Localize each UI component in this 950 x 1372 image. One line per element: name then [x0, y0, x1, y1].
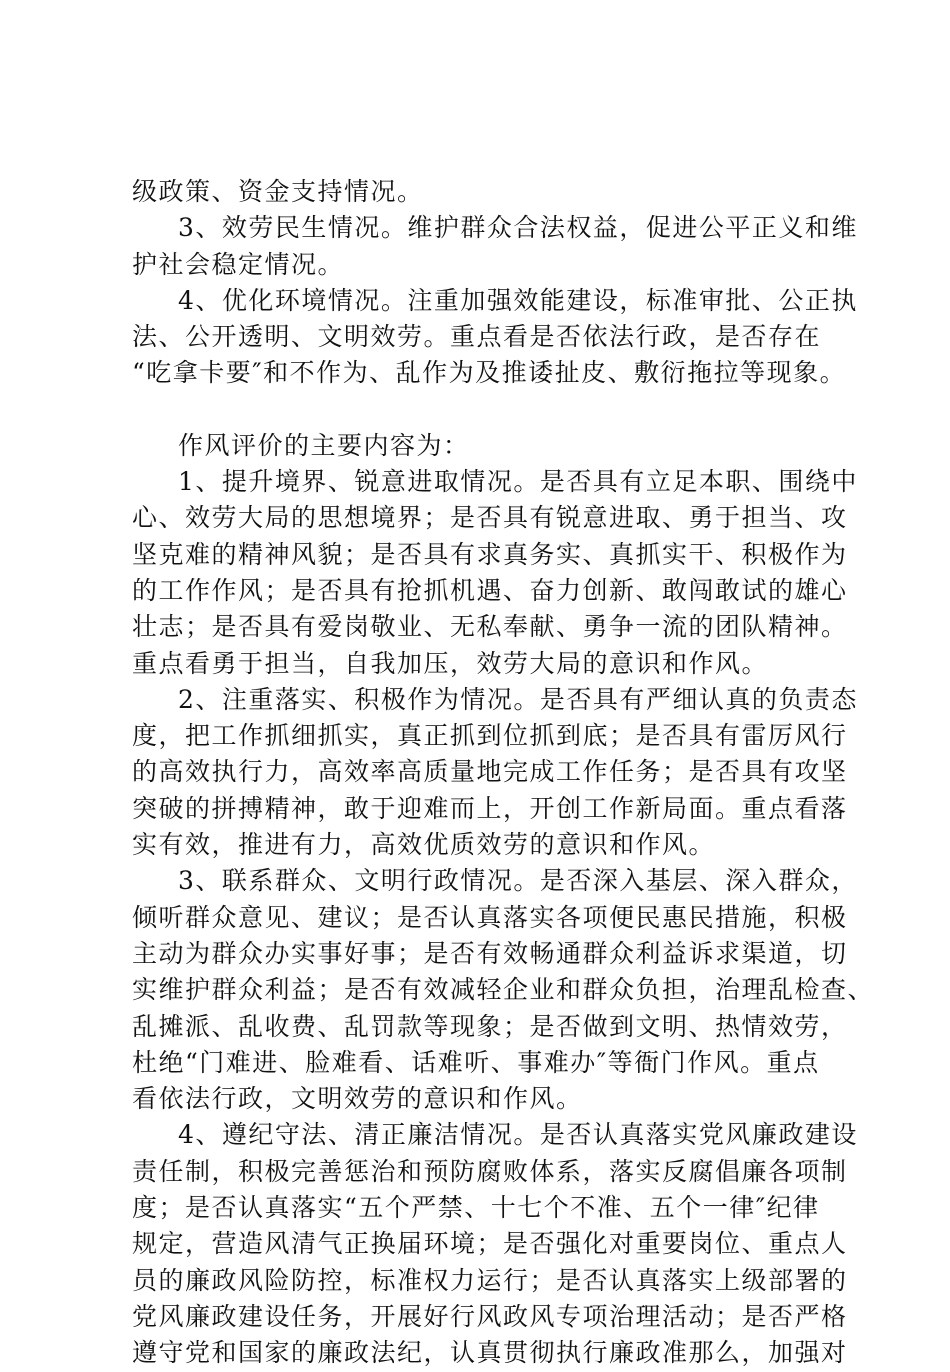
- text-line: 规定，营造风清气正换届环境；是否强化对重要岗位、重点人: [132, 1229, 848, 1259]
- text-line: 级政策、资金支持情况。: [132, 177, 424, 206]
- paragraph-style-1: [132, 464, 858, 682]
- paragraph-style-4: [132, 1117, 858, 1371]
- text-line: 1、提升境界、锐意进取情况。是否具有立足本职、围绕中: [178, 467, 858, 497]
- paragraph-gap: [132, 392, 852, 428]
- text-line: 倾听群众意见、建议；是否认真落实各项便民惠民措施，积极: [132, 902, 848, 932]
- paragraph-intro: [132, 428, 852, 464]
- text-line: 4、优化环境情况。注重加强效能建设，标准审批、公正执: [178, 285, 858, 315]
- text-line: 坚克难的精神风貌；是否具有求真务实、真抓实干、积极作为: [132, 539, 848, 569]
- text-line: 主动为群众办实事好事；是否有效畅通群众利益诉求渠道，切: [132, 938, 848, 968]
- text-line: 实有效，推进有力，高效优质效劳的意识和作风。: [132, 830, 716, 860]
- text-line: 遵守党和国家的廉政法纪，认真贯彻执行廉政准那么，加强对: [132, 1338, 848, 1368]
- text-line: 心、效劳大局的思想境界；是否具有锐意进取、勇于担当、攻: [132, 503, 848, 533]
- text-line: 看依法行政，文明效劳的意识和作风。: [132, 1084, 583, 1114]
- text-line: 杜绝“门难进、脸难看、话难听、事难办″等衙门作风。重点: [132, 1047, 820, 1077]
- text-line: 突破的拼搏精神，敢于迎难而上，开创工作新局面。重点看落: [132, 793, 848, 823]
- text-line: 的工作作风；是否具有抢抓机遇、奋力创新、敢闯敢试的雄心: [132, 575, 848, 605]
- text-line: 3、联系群众、文明行政情况。是否深入基层、深入群众，: [178, 866, 858, 896]
- text-line: 的高效执行力，高效率高质量地完成工作任务；是否具有攻坚: [132, 757, 848, 787]
- document-page: [132, 174, 875, 1372]
- text-line: 党风廉政建设任务，开展好行风政风专项治理活动；是否严格: [132, 1301, 848, 1331]
- text-line: 护社会稳定情况。: [132, 249, 345, 279]
- text-line: 法、公开透明、文明效劳。重点看是否依法行政，是否存在: [132, 322, 822, 352]
- paragraph-service-livelihood: [132, 210, 858, 283]
- text-line: 重点看勇于担当，自我加压，效劳大局的意识和作风。: [132, 648, 769, 678]
- text-line: 2、注重落实、积极作为情况。是否具有严细认真的负责态: [178, 684, 858, 714]
- text-line: 责任制，积极完善惩治和预防腐败体系，落实反腐倡廉各项制: [132, 1156, 848, 1186]
- text-line: 度，把工作抓细抓实，真正抓到位抓到底；是否具有雷厉风行: [132, 721, 848, 751]
- text-line: 3、效劳民生情况。维护群众合法权益，促进公平正义和维: [178, 213, 858, 243]
- paragraph-optimize-environment: [132, 283, 858, 392]
- text-line: 4、遵纪守法、清正廉洁情况。是否认真落实党风廉政建设: [178, 1120, 858, 1150]
- text-line: 乱摊派、乱收费、乱罚款等现象；是否做到文明、热情效劳，: [132, 1011, 848, 1041]
- text-line: “吃拿卡要″和不作为、乱作为及推诿扯皮、敷衍拖拉等现象。: [132, 358, 847, 388]
- text-line: 员的廉政风险防控，标准权力运行；是否认真落实上级部署的: [132, 1265, 848, 1295]
- text-line: 实维护群众利益；是否有效减轻企业和群众负担，治理乱检查、: [132, 975, 875, 1005]
- paragraph-style-2: [132, 682, 858, 863]
- paragraph-style-3: [132, 863, 875, 1117]
- paragraph-prev: [132, 174, 852, 210]
- text-line: 作风评价的主要内容为：: [178, 430, 470, 460]
- text-line: 度；是否认真落实“五个严禁、十七个不准、五个一律″纪律: [132, 1193, 820, 1223]
- text-line: 壮志；是否具有爱岗敬业、无私奉献、勇争一流的团队精神。: [132, 612, 848, 642]
